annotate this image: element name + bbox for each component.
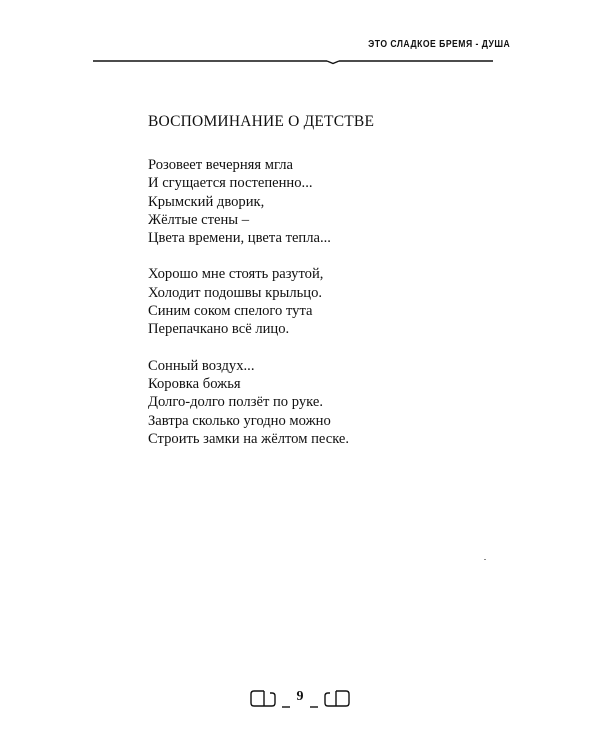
poem-line: Розовеет вечерняя мгла (148, 157, 293, 173)
poem-line: Строить замки на жёлтом песке. (148, 430, 350, 447)
stanza-2 (148, 265, 488, 338)
header-rule (93, 57, 493, 67)
poem-line: Цвета времени, цвета тепла... (148, 230, 331, 247)
poem-line: Сонный воздух... (148, 357, 255, 374)
poem-line: Крымский дворик, (148, 193, 265, 210)
page-folio (250, 686, 350, 714)
page-number: 9 (296, 689, 304, 704)
poem-line: Хорошо мне стоять разутой, (148, 266, 324, 283)
print-speck (484, 559, 486, 560)
poem-line: Завтра сколько угодно можно (148, 412, 331, 429)
poem-title: ВОСПОМИНАНИЕ О ДЕТСТВЕ (148, 113, 375, 130)
poem-line: Жёлтые стены – (148, 211, 250, 228)
poem-line: И сгущается постепенно... (148, 175, 313, 192)
poem-line: Коровка божья (148, 375, 241, 392)
poem-line: Перепачкано всё лицо. (148, 321, 290, 338)
poem-line: Долго-долго ползёт по руке. (148, 394, 323, 411)
poem-line: Синим соком спелого тута (148, 303, 313, 320)
poem-line: Холодит подошвы крыльцо. (148, 284, 323, 301)
stanza-3 (148, 357, 488, 448)
running-header: ЭТО СЛАДКОЕ БРЕМЯ - ДУША (367, 38, 510, 50)
stanza-1 (148, 156, 488, 247)
poem (148, 112, 488, 466)
